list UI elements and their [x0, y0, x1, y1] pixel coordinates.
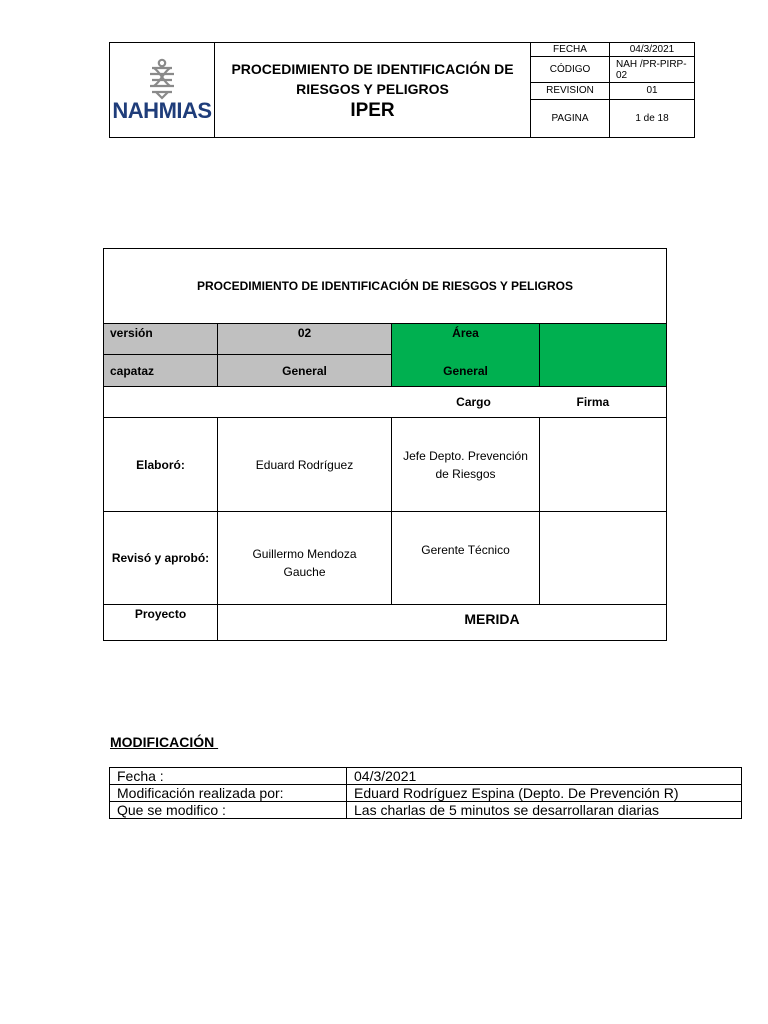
- mod-author-label: Modificación realizada por:: [110, 785, 347, 802]
- codigo-label: CÓDIGO: [531, 57, 610, 83]
- fecha-label: FECHA: [531, 43, 610, 57]
- pagina-value: 1 de 18: [610, 99, 695, 137]
- document-subtitle: IPER: [350, 99, 395, 121]
- version-label: versión: [104, 324, 218, 355]
- table-row: [110, 802, 742, 819]
- revision-label: REVISION: [531, 83, 610, 99]
- area-value-empty-cell: [540, 355, 667, 387]
- company-logo-icon: [142, 58, 182, 100]
- elaboro-label: Elaboró:: [104, 418, 218, 511]
- mod-change-value: Las charlas de 5 minutos se desarrollaran diarias: [347, 802, 742, 819]
- document-title-cell: [215, 43, 531, 138]
- fecha-value: 04/3/2021: [610, 43, 695, 57]
- proyecto-value: MERIDA: [218, 604, 667, 640]
- document-title: PROCEDIMIENTO DE IDENTIFICACIÓN DE RIESGOS Y PELIGROS: [231, 60, 514, 97]
- cargo-header: Cargo: [392, 387, 540, 418]
- procedure-title: PROCEDIMIENTO DE IDENTIFICACIÓN DE RIESGOS Y PELIGROS: [104, 249, 667, 324]
- elaboro-name: Eduard Rodríguez: [218, 418, 392, 511]
- logo-cell: [110, 43, 215, 138]
- modification-heading: MODIFICACIÓN: [110, 734, 219, 750]
- mod-fecha-value: 04/3/2021: [347, 768, 742, 785]
- reviso-firma: [540, 511, 667, 604]
- mod-change-label: Que se modifico :: [110, 802, 347, 819]
- codigo-value: NAH /PR-PIRP-02: [610, 57, 695, 83]
- reviso-label: Revisó y aprobó:: [104, 511, 218, 604]
- blank-cell: [218, 387, 392, 418]
- firma-header: Firma: [540, 387, 667, 418]
- revision-value: 01: [610, 83, 695, 99]
- approval-table: [103, 248, 667, 641]
- reviso-cargo: Gerente Técnico: [392, 511, 540, 604]
- blank-cell: [104, 387, 218, 418]
- modification-table: [109, 767, 742, 819]
- version-value: 02: [218, 324, 392, 355]
- document-header: [109, 42, 695, 138]
- proyecto-label: Proyecto: [104, 604, 218, 640]
- mod-fecha-label: Fecha :: [110, 768, 347, 785]
- table-row: [110, 768, 742, 785]
- logo-text: NAHMIAS: [112, 98, 212, 123]
- area-label: Área: [392, 324, 540, 355]
- elaboro-cargo: Jefe Depto. Prevención de Riesgos: [392, 418, 540, 511]
- reviso-name: Guillermo Mendoza Gauche: [218, 511, 392, 604]
- capataz-value: General: [218, 355, 392, 387]
- area-value: General: [392, 355, 540, 387]
- capataz-label: capataz: [104, 355, 218, 387]
- elaboro-firma: [540, 418, 667, 511]
- pagina-label: PAGINA: [531, 99, 610, 137]
- mod-author-value: Eduard Rodríguez Espina (Depto. De Prevención R): [347, 785, 742, 802]
- area-empty-cell: [540, 324, 667, 355]
- table-row: [110, 785, 742, 802]
